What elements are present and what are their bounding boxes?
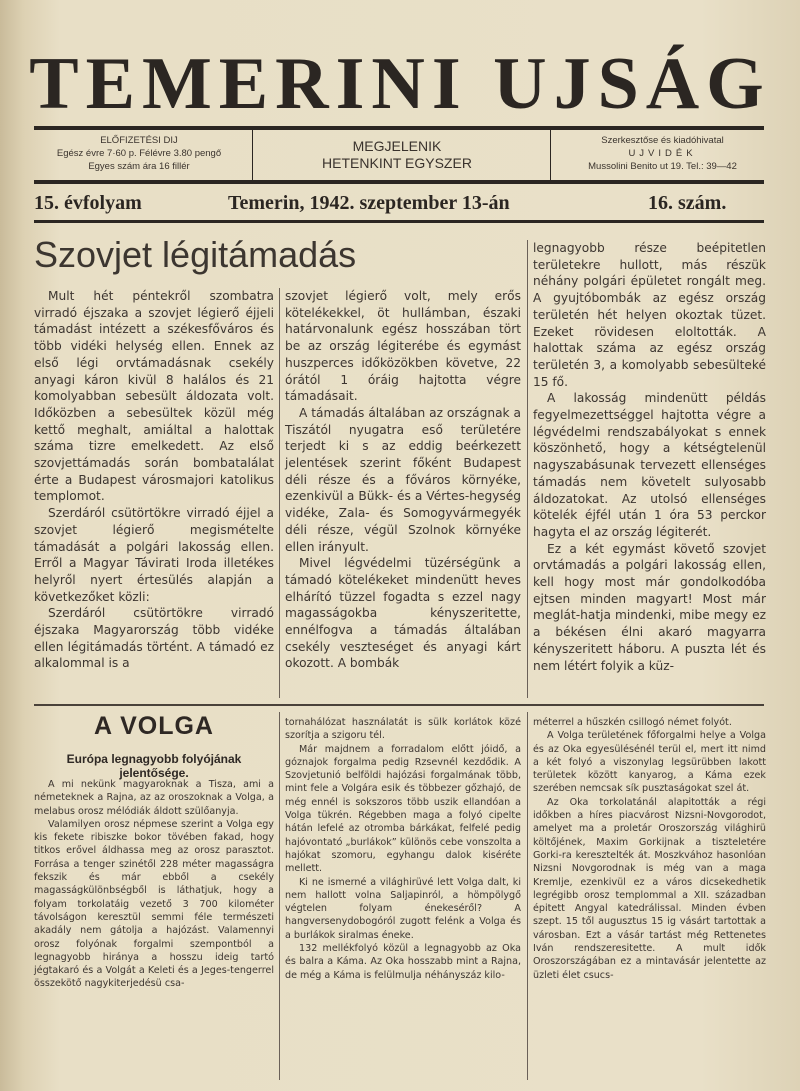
paragraph: Valamilyen orosz népmese szerint a Volga egy kis fekete ribiszke bokor tövében fakad, hogy titkos erővel áldhassa meg az orosz parasztot. Forrása a tenger szinétől 228 méter magasságra fekszik és már ebből a csekély magasságkülönbségből is láthatjuk, hogy a folyam torkolatáig vezető 3 700 kilométer távolságon keresztül semmi féle természeti akadály nem gátolja a hajózást. Valamennyi orosz folyónak forgalmi szempontból a legnagyobb hiránya a hosszu ideig tartó jégtakaró és a Volgát a Keleti és a Jeges-tengerrel összekötő nagykiterjedésü csa- [34,818,274,990]
article-title: Szovjet légitámadás [34,234,357,275]
office-city: UJVIDÉK [628,148,697,159]
office-box [560,134,765,173]
volga-title: A VOLGA [94,712,214,740]
volga-column-1 [34,778,274,1078]
header-divider-right [550,128,551,180]
column-rule [527,240,528,698]
column-rule [279,288,280,698]
paragraph: 132 mellékfolyó közül a legnagyobb az Oka és balra a Káma. Az Oka hosszabb mint a Rajna, de még a Káma is felülmulja néhányszáz kilo- [285,943,521,981]
frequency-line2: HETENKINT EGYSZER [322,155,472,171]
paragraph: tornahálózat használatát is sülk korlátok közé szorítja a szigoru tél. [285,717,521,742]
issue-volume: 15. évfolyam [34,192,142,214]
article-column-1 [34,288,274,698]
paragraph: Szerdáról csütörtökre virradó éjszaka Magyarország több vidéke ellen légitámadás történt. A támadó ez alkalommal is a [34,606,274,671]
frequency-box [262,138,532,172]
volga-column-2 [285,716,521,1080]
article-column-3 [533,240,766,700]
paragraph: Mult hét péntekről szombatra virradó éjszaka a szovjet légierő éjjeli támadást intézett a székesfőváros és több vidéki helység ellen. Ennek az első légi orvtámadásnak csekély anyagi káron kivül 8 halálos és 21 komolyabban sebesült áldozata volt. Időközben a sebesültek közül még kettő meghalt, amiáltal a halottak száma tizre emelkedett. Az első szovjettámadás során bombatalálat érte a Budapest városmajori katolikus templomot. [34,289,274,504]
issue-place-date: Temerin, 1942. szeptember 13-án [228,192,510,214]
paragraph: A támadás általában az országnak a Tiszától nyugatra eső területére terjedt ki s az eddig beérkezett jelentések szerint főként Budapest déli része és a főváros környéke, ezenkivül a Bükk- és a Vértes-hegység vidéke, Zala- és Somogyvármegyék déli része, végül Szolnok környéke ellen irányult. [285,405,521,554]
paragraph: Már majdnem a forradalom előtt jóidő, a góznajok forgalma pedig Rzsevnél kezdődik. A Szovjetunió belföldi hajózási forgalmának több, mint fele a Volgára esik és többezer gőzhajó, de még ennél is sokszoros több uszik ellandóan a Volga tükrén. Régebben maga a folyó cipelte hátán lefelé az otromba bárkákat, felfelé pedig hajóvontató „burlákok” különös cebe vonszolta a hajókat szomoru, egyhangu dalok kiséréte mellett. [285,743,521,875]
paragraph: Mivel légvédelmi tüzérségünk a támadó kötelékeket mindenütt heves elhárító tüzzel fogadta s ezzel nagy magasságokba kényszeritette, ennélfogva a támadás általában csekély veszteséget és anyagi kárt okozott. A bombák [285,556,521,671]
article-column-2 [285,288,521,698]
header-divider-left [252,128,253,180]
paragraph: Az Oka torkolatánál alapitották a régi időkben a híres piacvárost Nizsni-Novgorodot, amelyet ma a proletár Oroszország világhirü költőjének, Maxim Gorkijnak a tiszteletére Gorki-ra keresztelték át. Moszkvához hasonlóan Nizsni Novgorodnak is még van a maga Kremlje, ezenkivül ez a város dicsekedhetik legrégibb orosz templommal a XII. században épitett Angyal katedrálissal. Minden évben szept. 15 től augusztus 15 ig vásárt tartottak a városban. Ezt a vásár tartást még Rettenetes Iván rendszeresitette. A mult idők Oroszországában ez a mintavásár jelentette az üzleti élet csucs- [533,796,766,981]
frequency-line1: MEGJELENIK [352,138,442,154]
volga-column-3 [533,716,766,1080]
header-bottom-rule [34,180,764,184]
office-heading: Szerkesztőse és kiadóhivatal [601,135,724,146]
volga-subtitle: Európa legnagyobb folyójának jelentősége. [66,752,242,780]
paragraph: A mi nekünk magyaroknak a Tisza, ami a németeknek a Rajna, az az oroszoknak a Volga, a melabus orosz mélódiák áldott szülőanyja. [34,779,274,817]
issue-rule [34,220,764,223]
subscription-prices: Egész évre 7·60 p. Félévre 3.80 pengő [56,148,222,159]
section-rule [34,704,764,706]
paragraph: Szerdáról csütörtökre virradó éjjel a szovjet légierő megismételte támadását a polgári lakosság ellen. Erről a Magyar Távirati Iroda illetékes helyről nyert értesülés alapján a következőket közli: [34,506,274,604]
subscription-box [34,134,244,173]
single-copy-price: Egyes szám ára 16 fillér [88,161,190,172]
paragraph: méterrel a hűszkén csillogó német folyót. [533,717,732,728]
column-rule [279,712,280,1080]
header-top-rule [34,126,764,130]
paragraph: legnagyobb része beépitetlen területekre hullott, más részük néhány polgári épületet rongált meg. A gyujtóbombák az egész ország területén hét helyen okoztak tüzet. Ezeket rövidesen eloltották. A halottak száma az egész ország területén 3, a komolyabb sebesülteké 15 fő. [533,241,766,389]
column-rule [527,712,528,1080]
office-address: Mussolini Benito ut 19. Tel.: 39—42 [588,161,737,172]
paragraph: Ki ne ismerné a világhirüvé lett Volga dalt, ki nem hallott volna Saljapinról, a hömpölygő végtelen folyam énekeséről? A hangversenydobogóról zugott felénk a Volga és a burlákok siralmas éneke. [285,876,521,941]
paragraph: A lakosság mindenütt példás fegyelmezettséggel hajtotta végre a légvédelmi rendszabályokat s ennek köszönhető, hogy a kétségtelenül nagyszabásunak tervezett ellenséges támadás nem követelt sulyosabb áldozatokat. Az utolsó ellenséges kötelék éjfél után 1 óra 53 perckor hagyta el az ország légiterét. [533,391,766,539]
paragraph: A Volga területének főforgalmi helye a Volga és az Oka egyesülésénél terül el, mert itt nimd a két folyó a viszonylag legsürübben lakott területek között kanyarog, a Káma ezek szerében nemcsak sík pusztaságokat szel át. [533,730,766,795]
subscription-heading: ELŐFIZETÉSI DIJ [100,135,178,146]
masthead-title: TEMERINI UJSÁG [29,43,771,125]
paragraph: szovjet légierő volt, mely erős kötelékekkel, öt hullámban, északi határvonalunk egész hosszában tört be az ország légiterébe és egymást huszperces időközökben követve, 22 órától 1 óráig hajtotta végre támadásait. [285,289,521,404]
paragraph: Ez a két egymást követő szovjet orvtámadás a polgári lakosság ellen, kell hogy most már gondolkodóba ejtsen minden magyart! Most már meglát-hatja mindenki, mibe megy ez a békésen élni akaró magyarra kényszeritett háboru. A puszta lét és nem létért folyik a küz- [533,541,766,673]
issue-number: 16. szám. [648,192,727,214]
